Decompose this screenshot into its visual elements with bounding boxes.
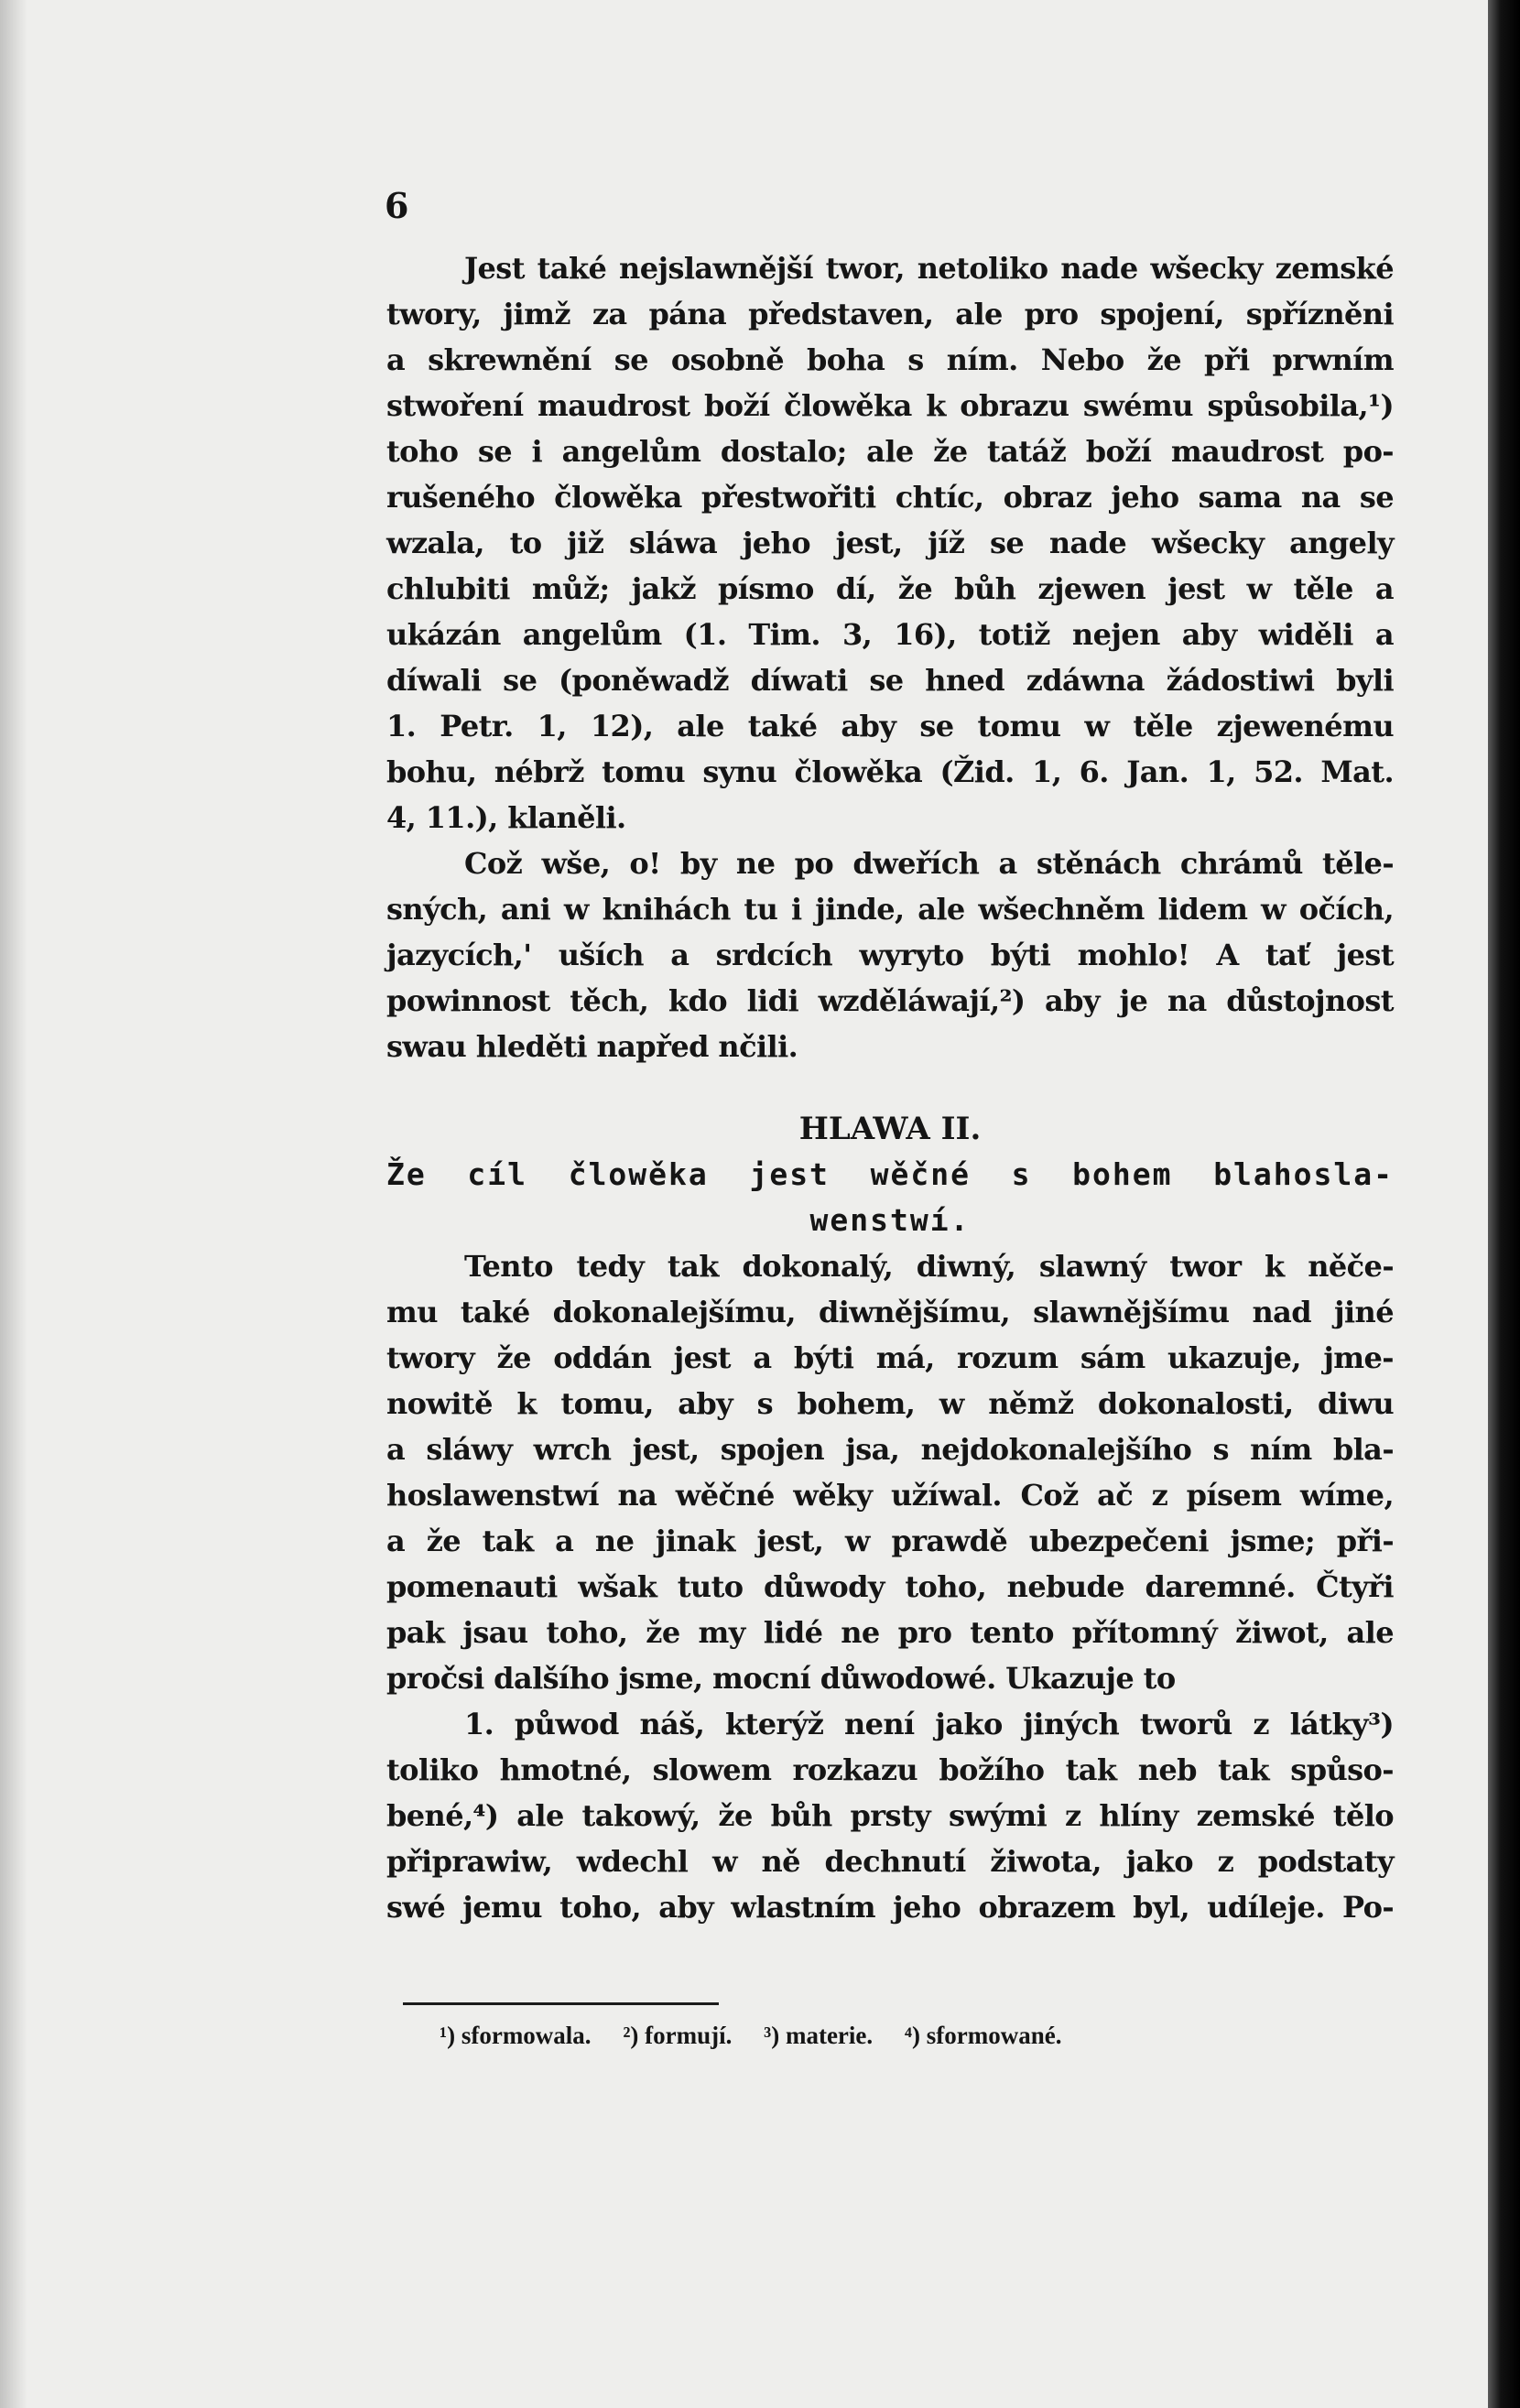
chapter-title: HLAWA II. bbox=[798, 1111, 982, 1147]
footnote-1: ¹) sformowala. bbox=[440, 2022, 592, 2049]
text-line: mu také dokonalejšímu, diwnějšímu, slawnějšímu nad jiné bbox=[386, 1295, 1394, 1329]
text-line: 1. půwod náš, kterýž není jako jiných tworů z látky³) bbox=[464, 1707, 1394, 1741]
text-line: bohu, nébrž tomu synu člowěka (Žid. 1, 6. Jan. 1, 52. Mat. bbox=[386, 754, 1394, 789]
text-line: twory, jimž za pána představen, ale pro spojení, spřízněni bbox=[386, 297, 1394, 331]
text-line: swé jemu toho, aby wlastním jeho obrazem byl, udíleje. Po- bbox=[386, 1890, 1394, 1925]
text-line: nowitě k tomu, aby s bohem, w němž dokonalosti, diwu bbox=[386, 1386, 1394, 1421]
text-line: jazycích,' uších a srdcích wyryto býti mohlo! A tať jest bbox=[386, 938, 1394, 972]
text-line: pak jsau toho, že my lidé ne pro tento přítomný žiwot, ale bbox=[386, 1615, 1394, 1650]
page-edge-shadow bbox=[0, 0, 27, 2408]
text-line: swau hleděti napřed nčili. bbox=[386, 1029, 798, 1064]
footnote-3: ³) materie. bbox=[764, 2022, 874, 2049]
text-line: pročsi dalšího jsme, mocní důwodowé. Ukazuje to bbox=[386, 1661, 1176, 1696]
footnote-2: ²) formují. bbox=[623, 2022, 733, 2049]
footnote-4: ⁴) sformowané. bbox=[904, 2022, 1062, 2049]
paragraph-1 bbox=[386, 245, 1394, 841]
text-line: wzala, to již sláwa jeho jest, jíž se nade wšecky angely bbox=[386, 526, 1394, 560]
paragraph-2 bbox=[386, 841, 1394, 1069]
text-line: chlubiti můž; jakž písmo dí, že bůh zjewen jest w těle a bbox=[386, 571, 1394, 606]
book-spine bbox=[1488, 0, 1520, 2408]
page-number: 6 bbox=[385, 185, 409, 226]
text-line: toliko hmotné, slowem rozkazu božího tak neb tak spůso- bbox=[386, 1752, 1394, 1787]
text-line: a že tak a ne jinak jest, w prawdě ubezpečeni jsme; při- bbox=[386, 1524, 1394, 1558]
text-line: stwoření maudrost boží člowěka k obrazu swému spůsobila,¹) bbox=[386, 388, 1394, 423]
text-line: hoslawenstwí na wěčné wěky užíwal. Což ač z písem wíme, bbox=[386, 1478, 1394, 1513]
text-line: pomenauti wšak tuto důwody toho, nebude daremné. Čtyři bbox=[386, 1569, 1394, 1604]
text-line: twory že oddán jest a býti má, rozum sám ukazuje, jme- bbox=[386, 1340, 1394, 1375]
text-line: a sláwy wrch jest, spojen jsa, nejdokonalejšího s ním bla- bbox=[386, 1432, 1394, 1467]
footnote-rule bbox=[403, 2002, 719, 2005]
text-line: toho se i angelům dostalo; ale že tatáž boží maudrost po- bbox=[386, 434, 1394, 469]
text-line: 4, 11.), klaněli. bbox=[386, 800, 626, 835]
text-line: Tento tedy tak dokonalý, diwný, slawný twor k něče- bbox=[464, 1249, 1394, 1284]
text-line: 1. Petr. 1, 12), ale také aby se tomu w těle zjewenému bbox=[386, 709, 1394, 743]
text-block bbox=[386, 245, 1394, 1930]
text-line: bené,⁴) ale takowý, že bůh prsty swými z hlíny zemské tělo bbox=[386, 1798, 1394, 1833]
text-line: powinnost těch, kdo lidi wzděláwají,²) aby je na důstojnost bbox=[386, 983, 1394, 1018]
chapter-subtitle-continued: wenstwí. bbox=[809, 1202, 971, 1238]
footnotes bbox=[440, 2022, 1087, 2050]
text-line: díwali se (poněwadž díwati se hned zdáwna žádostiwi byli bbox=[386, 663, 1394, 698]
text-line: sných, ani w knihách tu i jinde, ale wšechněm lidem w očích, bbox=[386, 892, 1394, 927]
text-line: rušeného člowěka přestwořiti chtíc, obraz jeho sama na se bbox=[386, 480, 1394, 515]
paragraph-4 bbox=[386, 1701, 1394, 1930]
chapter-subtitle: Že cíl člowěka jest wěčné s bohem blahosla- bbox=[386, 1156, 1394, 1192]
text-line: Což wše, o! by ne po dweřích a stěnách chrámů těle- bbox=[464, 846, 1394, 881]
paragraph-3 bbox=[386, 1243, 1394, 1701]
text-line: připrawiw, wdechl w ně dechnutí žiwota, jako z podstaty bbox=[386, 1844, 1394, 1879]
text-line: ukázán angelům (1. Tim. 3, 16), totiž nejen aby widěli a bbox=[386, 617, 1394, 652]
text-line: Jest také nejslawnější twor, netoliko nade wšecky zemské bbox=[464, 251, 1394, 286]
text-line: a skrewnění se osobně boha s ním. Nebo že při prwním bbox=[386, 342, 1394, 377]
